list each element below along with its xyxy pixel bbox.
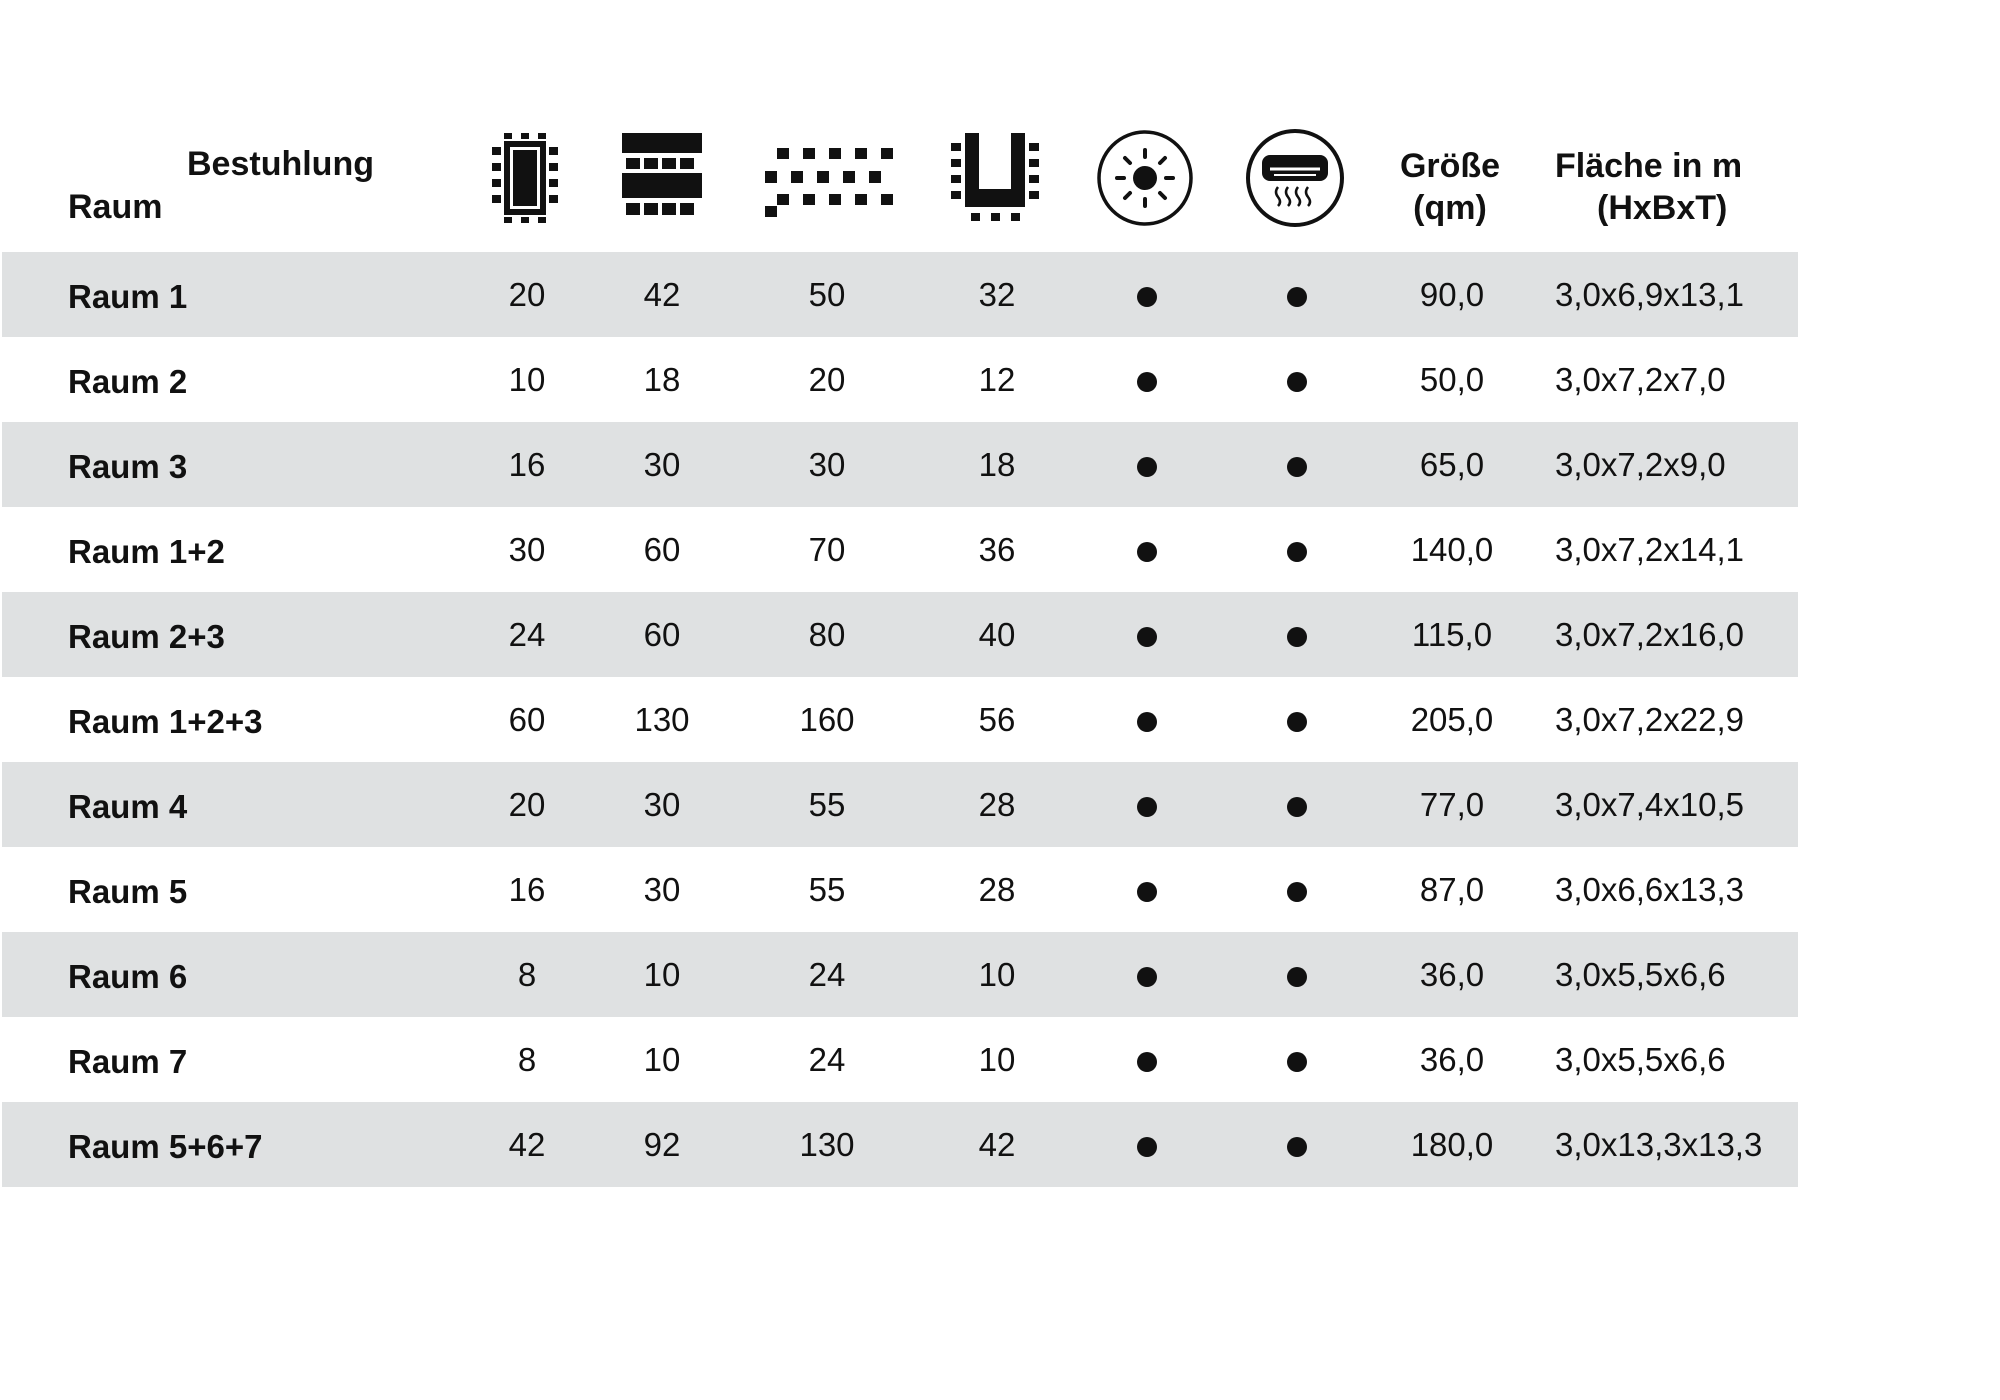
room-name: Raum 5 xyxy=(68,873,188,910)
capacity-u-shape: 56 xyxy=(978,701,1016,738)
capacity-theatre: 55 xyxy=(808,786,846,823)
capacity-conference: 42 xyxy=(508,1126,546,1163)
header-raum: Raum xyxy=(68,188,163,226)
table-row xyxy=(2,1017,1798,1102)
capacity-conference: 20 xyxy=(508,276,546,313)
air-conditioning-dot xyxy=(1222,932,1372,1017)
capacity-conference: 16 xyxy=(508,871,546,908)
capacity-theatre: 20 xyxy=(808,361,846,398)
room-name: Raum 1 xyxy=(68,278,188,315)
capacity-classroom: 60 xyxy=(643,616,681,653)
room-dimensions: 3,0x7,2x22,9 xyxy=(1555,701,1744,738)
capacity-theatre: 24 xyxy=(808,956,846,993)
capacity-u-shape: 18 xyxy=(978,446,1016,483)
room-size: 50,0 xyxy=(1419,361,1485,398)
table-row xyxy=(2,507,1798,592)
room-dimensions: 3,0x5,5x6,6 xyxy=(1555,956,1726,993)
table-row xyxy=(2,252,1798,337)
capacity-theatre: 160 xyxy=(799,701,855,738)
header-flaeche-line1: Fläche in m xyxy=(1555,147,1743,185)
capacity-u-shape: 12 xyxy=(978,361,1016,398)
room-size: 180,0 xyxy=(1410,1126,1494,1163)
air-conditioning-dot xyxy=(1222,422,1372,507)
daylight-dot xyxy=(1072,847,1222,932)
daylight-dot xyxy=(1072,932,1222,1017)
air-conditioning-dot xyxy=(1222,252,1372,337)
capacity-conference: 8 xyxy=(517,1041,537,1078)
room-dimensions: 3,0x7,4x10,5 xyxy=(1555,786,1744,823)
room-size: 65,0 xyxy=(1419,446,1485,483)
air-conditioning-dot xyxy=(1222,507,1372,592)
table-row xyxy=(2,932,1798,1017)
room-dimensions: 3,0x7,2x9,0 xyxy=(1555,446,1726,483)
room-dimensions: 3,0x13,3x13,3 xyxy=(1555,1126,1763,1163)
theatre-seating-icon xyxy=(760,128,900,228)
table-row xyxy=(2,847,1798,932)
capacity-classroom: 42 xyxy=(643,276,681,313)
table-row xyxy=(2,422,1798,507)
capacity-classroom: 18 xyxy=(643,361,681,398)
capacity-theatre: 80 xyxy=(808,616,846,653)
u-shape-seating-icon xyxy=(925,128,1065,228)
header-bestuhlung: Bestuhlung xyxy=(187,145,374,183)
conference-table-icon xyxy=(455,128,595,228)
room-dimensions: 3,0x6,9x13,1 xyxy=(1555,276,1744,313)
room-dimensions: 3,0x5,5x6,6 xyxy=(1555,1041,1726,1078)
daylight-dot xyxy=(1072,507,1222,592)
table-row xyxy=(2,337,1798,422)
capacity-classroom: 30 xyxy=(643,871,681,908)
daylight-dot xyxy=(1072,762,1222,847)
capacity-classroom: 10 xyxy=(643,1041,681,1078)
room-name: Raum 1+2 xyxy=(68,533,225,570)
daylight-dot xyxy=(1072,1102,1222,1187)
room-dimensions: 3,0x7,2x7,0 xyxy=(1555,361,1726,398)
capacity-u-shape: 28 xyxy=(978,786,1016,823)
capacity-theatre: 55 xyxy=(808,871,846,908)
capacity-conference: 20 xyxy=(508,786,546,823)
classroom-seating-icon xyxy=(592,128,732,228)
air-conditioning-icon xyxy=(1225,128,1365,228)
capacity-u-shape: 10 xyxy=(978,1041,1016,1078)
capacity-conference: 16 xyxy=(508,446,546,483)
room-dimensions: 3,0x7,2x14,1 xyxy=(1555,531,1744,568)
capacity-u-shape: 40 xyxy=(978,616,1016,653)
capacity-u-shape: 36 xyxy=(978,531,1016,568)
header-groesse-line1: Größe xyxy=(1399,147,1501,185)
room-size: 77,0 xyxy=(1419,786,1485,823)
air-conditioning-dot xyxy=(1222,677,1372,762)
room-dimensions: 3,0x6,6x13,3 xyxy=(1555,871,1744,908)
capacity-theatre: 130 xyxy=(799,1126,855,1163)
room-name: Raum 1+2+3 xyxy=(68,703,263,740)
daylight-dot xyxy=(1072,337,1222,422)
room-size: 140,0 xyxy=(1410,531,1494,568)
header-groesse-line2: (qm) xyxy=(1413,189,1487,227)
capacity-classroom: 10 xyxy=(643,956,681,993)
table-body xyxy=(2,252,1798,1187)
room-name: Raum 5+6+7 xyxy=(68,1128,263,1165)
air-conditioning-dot xyxy=(1222,762,1372,847)
daylight-dot xyxy=(1072,422,1222,507)
capacity-classroom: 130 xyxy=(634,701,690,738)
air-conditioning-dot xyxy=(1222,1102,1372,1187)
table-row xyxy=(2,1102,1798,1187)
capacity-conference: 60 xyxy=(508,701,546,738)
capacity-u-shape: 42 xyxy=(978,1126,1016,1163)
capacity-conference: 8 xyxy=(517,956,537,993)
room-size: 90,0 xyxy=(1419,276,1485,313)
room-name: Raum 7 xyxy=(68,1043,188,1080)
capacity-u-shape: 10 xyxy=(978,956,1016,993)
table-row xyxy=(2,592,1798,677)
capacity-conference: 24 xyxy=(508,616,546,653)
room-dimensions: 3,0x7,2x16,0 xyxy=(1555,616,1744,653)
room-size: 87,0 xyxy=(1419,871,1485,908)
capacity-u-shape: 32 xyxy=(978,276,1016,313)
room-size: 36,0 xyxy=(1419,1041,1485,1078)
header-flaeche xyxy=(1555,145,1775,229)
room-name: Raum 2+3 xyxy=(68,618,225,655)
capacity-theatre: 30 xyxy=(808,446,846,483)
table-row xyxy=(2,677,1798,762)
room-size: 115,0 xyxy=(1411,616,1493,653)
capacity-theatre: 50 xyxy=(808,276,846,313)
capacity-classroom: 30 xyxy=(643,446,681,483)
daylight-icon xyxy=(1075,128,1215,228)
capacity-conference: 30 xyxy=(508,531,546,568)
capacity-conference: 10 xyxy=(508,361,546,398)
room-name: Raum 3 xyxy=(68,448,188,485)
capacity-u-shape: 28 xyxy=(978,871,1016,908)
room-name: Raum 4 xyxy=(68,788,188,825)
daylight-dot xyxy=(1072,1017,1222,1102)
header-groesse xyxy=(1360,145,1540,229)
daylight-dot xyxy=(1072,592,1222,677)
room-name: Raum 2 xyxy=(68,363,188,400)
capacity-classroom: 60 xyxy=(643,531,681,568)
capacity-theatre: 70 xyxy=(808,531,846,568)
daylight-dot xyxy=(1072,677,1222,762)
air-conditioning-dot xyxy=(1222,337,1372,422)
capacity-theatre: 24 xyxy=(808,1041,846,1078)
capacity-classroom: 92 xyxy=(643,1126,681,1163)
air-conditioning-dot xyxy=(1222,592,1372,677)
air-conditioning-dot xyxy=(1222,1017,1372,1102)
header-flaeche-line2: (HxBxT) xyxy=(1597,189,1728,227)
table-row xyxy=(2,762,1798,847)
air-conditioning-dot xyxy=(1222,847,1372,932)
room-size: 36,0 xyxy=(1419,956,1485,993)
daylight-dot xyxy=(1072,252,1222,337)
room-name: Raum 6 xyxy=(68,958,188,995)
capacity-classroom: 30 xyxy=(643,786,681,823)
room-size: 205,0 xyxy=(1410,701,1494,738)
